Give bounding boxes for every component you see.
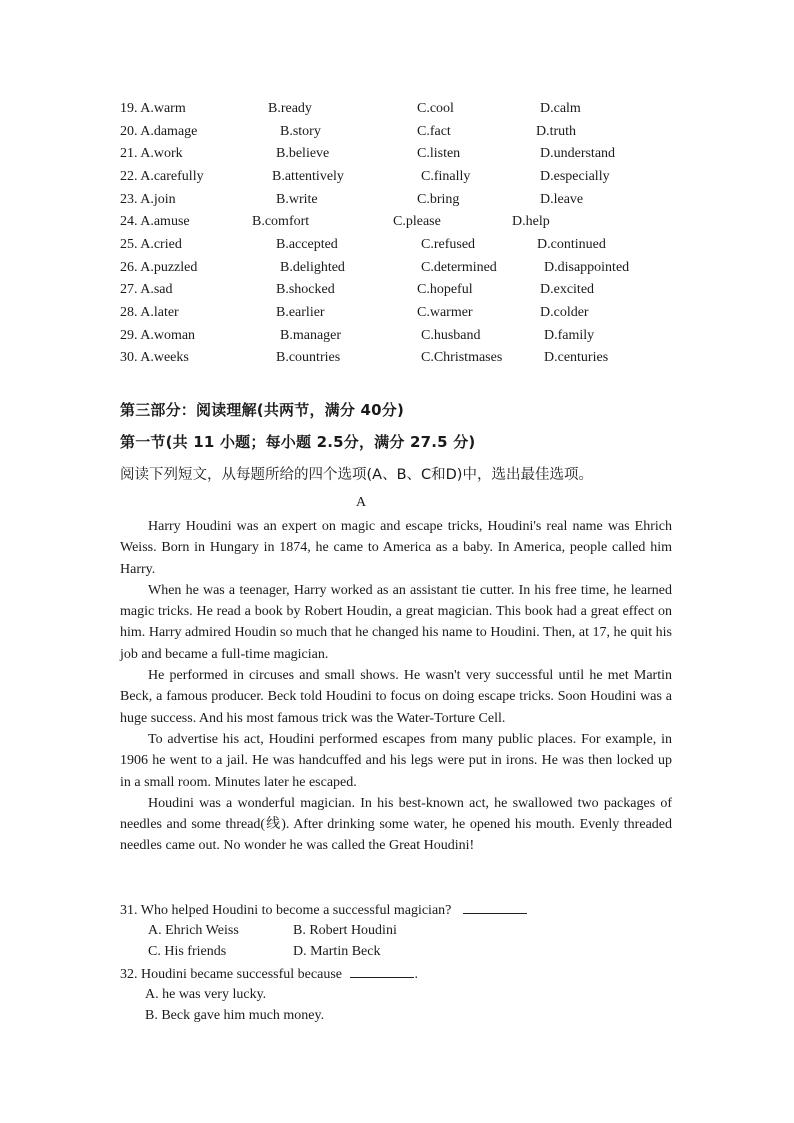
passage-title: A bbox=[356, 495, 367, 510]
option-a: 26. A.puzzled bbox=[120, 260, 198, 275]
answer-blank bbox=[463, 899, 527, 914]
option-a: 24. A.amuse bbox=[120, 214, 190, 229]
option-b: B.accepted bbox=[276, 237, 338, 252]
option-c: C.husband bbox=[421, 328, 481, 343]
option-row-24 bbox=[0, 212, 794, 232]
option-a: 19. A.warm bbox=[120, 101, 186, 116]
option-row-30 bbox=[0, 348, 794, 368]
option-d: D.excited bbox=[540, 282, 595, 297]
option-c: C.Christmases bbox=[421, 350, 503, 365]
option-b: B.write bbox=[276, 192, 318, 207]
option-d: D.especially bbox=[540, 169, 610, 184]
option-b: B.shocked bbox=[276, 282, 335, 297]
option-c: C.fact bbox=[417, 124, 451, 139]
answer-blank bbox=[350, 963, 414, 978]
passage-paragraph: To advertise his act, Houdini performed escapes from many public places. For example, in 1906 he went to a jail. He was handcuffed and his legs were put in irons. He was then locked up in a small room. Minutes later he escaped. bbox=[120, 731, 672, 790]
option-d: D.continued bbox=[537, 237, 606, 252]
option-d: D.centuries bbox=[544, 350, 609, 365]
section-instruction: 阅读下列短文，从每题所给的四个选项(A、B、C和D)中，选出最佳选项。 bbox=[120, 467, 593, 483]
option-a: 22. A.carefully bbox=[120, 169, 204, 184]
q31-option-b: B. Robert Houdini bbox=[293, 923, 397, 938]
option-a: 25. A.cried bbox=[120, 237, 182, 252]
option-c: C.cool bbox=[417, 101, 454, 116]
passage-paragraph: He performed in circuses and small shows. He wasn't very successful until he met Martin Beck, a famous producer. Beck told Houdini to focus on doing escape tricks. Soon Houdini was a huge success. And his most famous trick was the Water-Torture Cell. bbox=[120, 668, 672, 726]
option-b: B.comfort bbox=[252, 214, 310, 229]
option-d: D.calm bbox=[540, 101, 581, 116]
option-row-23 bbox=[0, 190, 794, 210]
q31-option-a: A. Ehrich Weiss bbox=[148, 923, 239, 938]
q32-option-a: A. he was very lucky. bbox=[145, 987, 267, 1002]
question-stem-end: . bbox=[414, 967, 418, 982]
option-a: 23. A.join bbox=[120, 192, 176, 207]
option-row-19 bbox=[0, 99, 794, 119]
option-b: B.earlier bbox=[276, 305, 325, 320]
passage-paragraph: When he was a teenager, Harry worked as an assistant tie cutter. In his free time, he learned magic tricks. He read a book by Robert Houdin, a great magician. This book had a great effect on him. Harry admired Houdin so much that he changed his name to Houdini. Then, at 17, he quit his job and became a full-time magician. bbox=[120, 582, 672, 662]
option-b: B.believe bbox=[276, 146, 330, 161]
option-row-25 bbox=[0, 235, 794, 255]
option-b: B.delighted bbox=[280, 260, 345, 275]
passage-paragraph: Houdini was a wonderful magician. In his best-known act, he swallowed two packages of needles and some thread(线). After drinking some water, he opened his mouth. Evenly threaded needles came out. No wonder he was called the Great Houdini! bbox=[120, 795, 672, 854]
option-a: 29. A.woman bbox=[120, 328, 196, 343]
question-stem: 32. Houdini became successful because bbox=[120, 967, 342, 982]
option-a: 21. A.work bbox=[120, 146, 183, 161]
option-b: B.story bbox=[280, 124, 321, 139]
passage-paragraph: Harry Houdini was an expert on magic and escape tricks, Houdini's real name was Ehrich Weiss. Born in Hungary in 1874, he came to America as a baby. In America, people called him Harry. bbox=[120, 519, 672, 577]
part-heading: 第三部分：阅读理解(共两节，满分 40分) bbox=[120, 401, 405, 419]
option-row-22 bbox=[0, 167, 794, 187]
question-32 bbox=[120, 963, 418, 985]
option-a: 28. A.later bbox=[120, 305, 179, 320]
option-row-26 bbox=[0, 258, 794, 278]
section-heading: 第一节(共 11 小题；每小题 2.5分，满分 27.5 分) bbox=[120, 433, 476, 451]
option-c: C.refused bbox=[421, 237, 476, 252]
q31-option-c: C. His friends bbox=[148, 944, 227, 959]
question-31 bbox=[120, 899, 527, 921]
option-d: D.disappointed bbox=[544, 260, 630, 275]
option-c: C.please bbox=[393, 214, 441, 229]
option-b: B.ready bbox=[268, 101, 312, 116]
option-row-28 bbox=[0, 303, 794, 323]
option-c: C.finally bbox=[421, 169, 471, 184]
option-b: B.manager bbox=[280, 328, 342, 343]
option-row-27 bbox=[0, 280, 794, 300]
option-c: C.warmer bbox=[417, 305, 473, 320]
q31-option-d: D. Martin Beck bbox=[293, 944, 381, 959]
option-c: C.hopeful bbox=[417, 282, 473, 297]
option-d: D.understand bbox=[540, 146, 616, 161]
option-b: B.countries bbox=[276, 350, 341, 365]
q32-option-b: B. Beck gave him much money. bbox=[145, 1008, 325, 1023]
question-stem: 31. Who helped Houdini to become a successful magician? bbox=[120, 903, 452, 918]
option-d: D.colder bbox=[540, 305, 589, 320]
option-d: D.truth bbox=[536, 124, 577, 139]
option-d: D.leave bbox=[540, 192, 584, 207]
option-d: D.family bbox=[544, 328, 595, 343]
option-a: 20. A.damage bbox=[120, 124, 198, 139]
option-c: C.determined bbox=[421, 260, 497, 275]
option-row-20 bbox=[0, 122, 794, 142]
option-d: D.help bbox=[512, 214, 550, 229]
option-b: B.attentively bbox=[272, 169, 344, 184]
option-c: C.bring bbox=[417, 192, 460, 207]
option-row-21 bbox=[0, 144, 794, 164]
reading-passage bbox=[120, 516, 672, 857]
option-a: 30. A.weeks bbox=[120, 350, 189, 365]
option-row-29 bbox=[0, 326, 794, 346]
option-a: 27. A.sad bbox=[120, 282, 173, 297]
option-c: C.listen bbox=[417, 146, 461, 161]
